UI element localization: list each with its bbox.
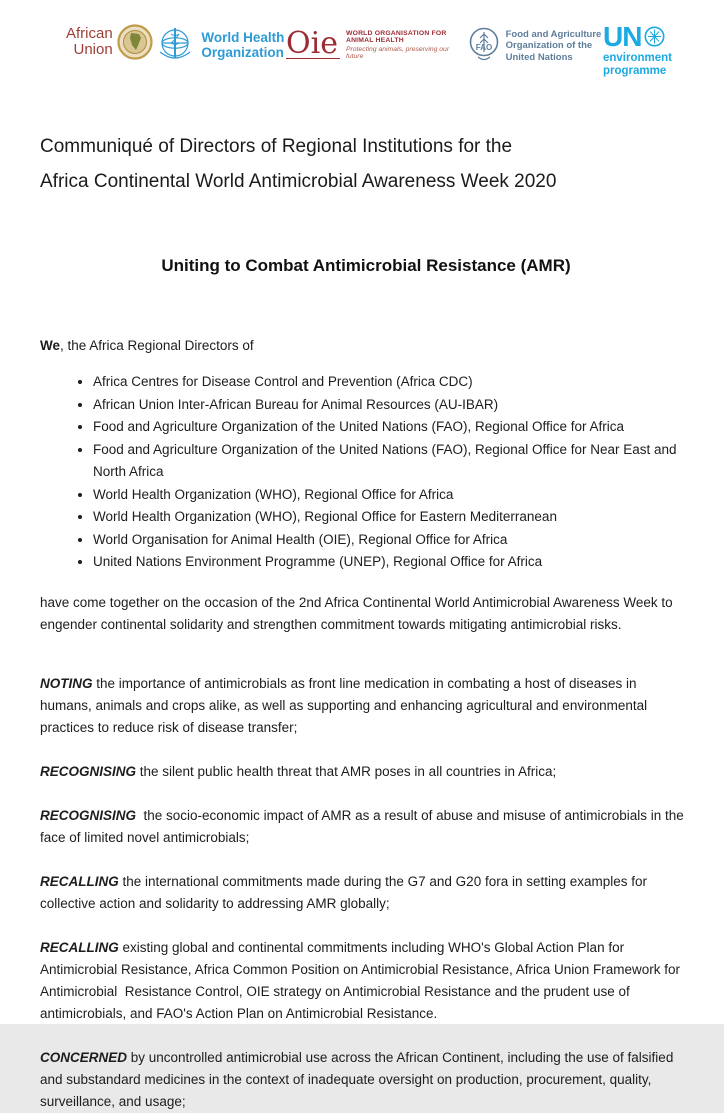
clause-keyword: NOTING: [40, 675, 93, 691]
intro-rest: , the Africa Regional Directors of: [60, 338, 254, 353]
clause-recognising-2: [40, 805, 692, 849]
clause-recognising-1: [40, 761, 692, 783]
clause-keyword: RECALLING: [40, 939, 119, 955]
unep-emblem-icon: [644, 26, 665, 47]
list-item: • World Health Organization (WHO), Regional Office for Africa: [93, 484, 692, 507]
organization-list: [40, 371, 692, 574]
list-item: • Food and Agriculture Organization of the United Nations (FAO), Regional Office for Near East and North Africa: [93, 439, 692, 484]
list-item: • World Organisation for Animal Health (OIE), Regional Office for Africa: [93, 529, 692, 552]
clause-text: the silent public health threat that AMR poses in all countries in Africa;: [136, 763, 557, 779]
fao-line1: Food and Agriculture: [505, 28, 602, 40]
african-union-logo: [66, 24, 153, 60]
intro-paragraph: [40, 335, 692, 357]
clause-text: existing global and continental commitments including WHO's Global Action Plan for Antimicrobial Resistance, Africa Common Position on Antimicrobial Resistance, Africa Union Framework for Antimicrobial Resistance Control, OIE strategy on Antimicrobial Resistance and the prudent use of antimicrobials, and FAO's Action Plan on Antimicrobial Resistance.: [40, 939, 684, 1021]
intro-we: We: [40, 338, 61, 353]
clause-text: the international commitments made during the G7 and G20 fora in setting examples for collective action and solidarity to addressing AMR globally;: [40, 873, 651, 911]
document-title-line2: Africa Continental World Antimicrobial Awareness Week 2020: [40, 171, 557, 192]
clause-keyword: CONCERNED: [40, 1049, 128, 1065]
clause-concerned: [40, 1047, 692, 1113]
unep-line2: programme: [602, 64, 667, 77]
list-item: • United Nations Environment Programme (UNEP), Regional Office for Africa: [93, 551, 692, 574]
fao-emblem-icon: [468, 26, 500, 66]
list-item: • World Health Organization (WHO), Regional Office for Eastern Mediterranean: [93, 506, 692, 529]
unep-wordmark: UN: [602, 21, 642, 52]
clause-recalling-1: [40, 871, 692, 915]
african-union-emblem-icon: [117, 24, 153, 60]
fao-emblem-text: FAO: [475, 43, 492, 52]
unep-line1: environment: [602, 52, 672, 64]
list-item: • Africa Centres for Disease Control and Prevention (Africa CDC): [93, 371, 692, 394]
clause-noting: [40, 673, 692, 739]
document-subtitle: Uniting to Combat Antimicrobial Resistance (AMR): [161, 256, 571, 275]
clause-text: the importance of antimicrobials as front line medication in combating a host of diseases in humans, animals and crops alike, as well as supporting and enhancing agricultural and environmental practices to reduce risk of disease transfer;: [40, 675, 651, 735]
oie-caps-text: WORLD ORGANISATION FOR ANIMAL HEALTH: [345, 30, 447, 44]
document-title-line1: Communiqué of Directors of Regional Institutions for the: [40, 136, 513, 157]
after-list-paragraph: have come together on the occasion of the 2nd Africa Continental World Antimicrobial Awareness Week to engender continental solidarity and strengthen commitment towards mitigating antimicrobial risks.: [40, 594, 673, 632]
oie-tagline: Protecting animals, preserving our future: [345, 46, 450, 60]
list-item: • African Union Inter-African Bureau for Animal Resources (AU-IBAR): [93, 394, 692, 417]
fao-wordmark: [506, 29, 602, 64]
oie-wordmark: Oie: [286, 26, 338, 61]
clause-text: the socio-economic impact of AMR as a result of abuse and misuse of antimicrobials in the face of limited novel antimicrobials;: [40, 807, 688, 845]
oie-logo: [286, 26, 466, 61]
african-union-line1: African: [66, 25, 113, 42]
who-logo: [154, 24, 284, 66]
fao-line2: Organization of the: [505, 40, 593, 52]
document-title: [40, 129, 692, 199]
unep-logo: [602, 21, 672, 77]
clause-recalling-2: [40, 937, 692, 1025]
clause-text: by uncontrolled antimicrobial use across the African Continent, including the use of falsified and substandard medicines in the context of inadequate oversight on production, procurement, quality, surveillance, and usage;: [40, 1049, 678, 1109]
document-body: [40, 129, 692, 1113]
clause-keyword: RECALLING: [40, 873, 119, 889]
unep-subtext: [603, 52, 672, 77]
fao-line3: United Nations: [505, 51, 573, 63]
clause-keyword: RECOGNISING: [40, 807, 137, 823]
fao-logo: [468, 26, 602, 66]
clause-keyword: RECOGNISING: [40, 763, 137, 779]
who-line1: World Health: [201, 30, 285, 45]
who-emblem-icon: [154, 24, 196, 66]
african-union-wordmark: [66, 26, 113, 58]
who-line2: Organization: [201, 45, 284, 60]
list-item: • Food and Agriculture Organization of the United Nations (FAO), Regional Office for Africa: [93, 416, 692, 439]
logo-header: [0, 0, 724, 77]
who-wordmark: [201, 30, 284, 60]
african-union-line2: Union: [73, 41, 113, 58]
